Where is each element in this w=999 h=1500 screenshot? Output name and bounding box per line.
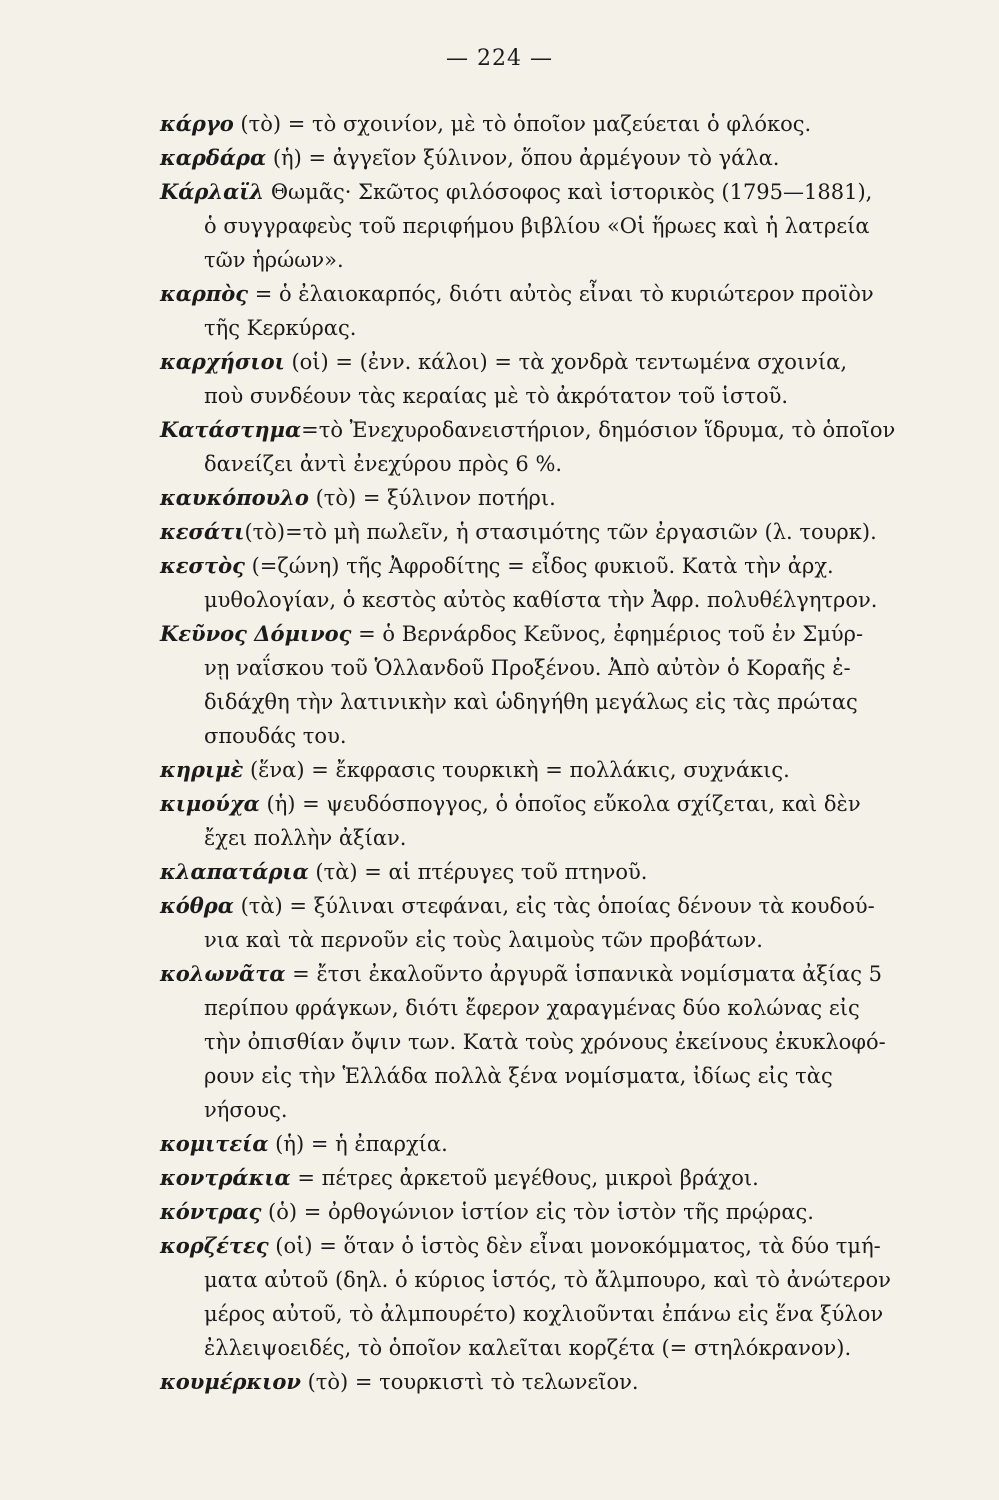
page-number: — 224 —: [446, 46, 553, 71]
definition-text: (τὰ) = αἱ πτέρυγες τοῦ πτηνοῦ.: [308, 860, 648, 884]
entry-line: [160, 894, 875, 918]
definition-text: (τὸ) = τουρκιστὶ τὸ τελωνεῖον.: [300, 1370, 639, 1394]
headword: Κεῦνος Δόμινος: [160, 621, 352, 646]
entry-line: διδάχθη τὴν λατινικὴν καὶ ὡδηγήθη μεγάλως εἰς τὰς πρώτας: [204, 690, 858, 714]
headword: καυκόπουλο: [160, 485, 309, 510]
headword: κουμέρκιον: [160, 1369, 301, 1394]
entry-line: νῃ ναΐσκου τοῦ Ὁλλανδοῦ Προξένου. Ἀπὸ αὐτὸν ὁ Κοραῆς ἐ-: [204, 656, 851, 680]
headword: καρχήσιοι: [160, 349, 285, 374]
entry-line: [160, 520, 877, 544]
headword: κλαπατάρια: [160, 859, 309, 884]
entry-line: [160, 1132, 448, 1156]
entry-line: τῶν ἡρώων».: [204, 248, 344, 272]
definition-text: (ὁ) = ὀρθογώνιον ἱστίον εἰς τὸν ἱστὸν τῆς πρῴρας.: [261, 1200, 814, 1224]
headword: κηριμὲ: [160, 757, 244, 782]
definition-text: (οἱ) = ὅταν ὁ ἱστὸς δὲν εἶναι μονοκόμματος, τὰ δύο τμή-: [268, 1234, 881, 1258]
entry-line: [160, 758, 790, 782]
headword: καρδάρα: [160, 145, 267, 170]
headword: κοντράκια: [160, 1165, 291, 1190]
definition-text: Θωμᾶς· Σκῶτος φιλόσοφος καὶ ἱστορικὸς (1795—1881),: [264, 180, 873, 204]
definition-text: (τὸ) = ξύλινον ποτήρι.: [308, 486, 556, 510]
definition-text: (=ζώνη) τῆς Ἀφροδίτης = εἶδος φυκιοῦ. Κατὰ τὴν ἀρχ.: [244, 554, 834, 578]
entry-line: [160, 792, 861, 816]
headword: κεστὸς: [160, 553, 245, 578]
definition-text: (ἡ) = ἀγγεῖον ξύλινον, ὅπου ἀρμέγουν τὸ γάλα.: [266, 146, 780, 170]
entry-line: νήσους.: [204, 1098, 288, 1122]
entry-line: τῆς Κερκύρας.: [204, 316, 357, 340]
definition-text: =τὸ Ἐνεχυροδανειστήριον, δημόσιον ἵδρυμα, τὸ ὁποῖον: [301, 418, 896, 442]
entry-line: δανείζει ἀντὶ ἐνεχύρου πρὸς 6 %.: [204, 452, 563, 476]
entry-line: [160, 486, 556, 510]
entry-line: μυθολογίαν, ὁ κεστὸς αὐτὸς καθίστα τὴν Ἀφρ. πολυθέλγητρον.: [204, 588, 878, 612]
definition-text: (τὸ)=τὸ μὴ πωλεῖν, ἡ στασιμότης τῶν ἐργασιῶν (λ. τουρκ).: [244, 520, 877, 544]
entry-line: [160, 146, 779, 170]
entry-line: [160, 418, 895, 442]
entry-line: ματα αὐτοῦ (δηλ. ὁ κύριος ἱστός, τὸ ἄλμπουρο, καὶ τὸ ἀνώτερον: [204, 1268, 891, 1292]
entry-line: [160, 282, 874, 306]
entry-line: ρουν εἰς τὴν Ἑλλάδα πολλὰ ξένα νομίσματα, ἰδίως εἰς τὰς: [204, 1064, 833, 1088]
entry-line: [160, 350, 847, 374]
entry-line: μέρος αὐτοῦ, τὸ ἀλμπουρέτο) κοχλιοῦνται ἐπάνω εἰς ἕνα ξύλον: [204, 1302, 884, 1326]
definition-text: (ἡ) = ἡ ἐπαρχία.: [268, 1132, 448, 1156]
headword: κόντρας: [160, 1199, 262, 1224]
entry-line: σπουδάς του.: [204, 724, 347, 748]
definition-text: (ἡ) = ψευδόσπογγος, ὁ ὁποῖος εὔκολα σχίζεται, καὶ δὲν: [259, 792, 861, 816]
headword: κιμούχα: [160, 791, 260, 816]
headword: κόθρα: [160, 893, 234, 918]
entry-line: [160, 1200, 814, 1224]
headword: κορζέτες: [160, 1233, 269, 1258]
entry-line: [160, 180, 872, 204]
definition-text: = ἔτσι ἐκαλοῦντο ἀργυρᾶ ἱσπανικὰ νομίσματα ἀξίας 5: [285, 962, 883, 986]
entry-line: [160, 1234, 881, 1258]
entry-line: νια καὶ τὰ περνοῦν εἰς τοὺς λαιμοὺς τῶν προβάτων.: [204, 928, 763, 952]
headword: κεσάτι: [160, 519, 245, 544]
definition-text: = πέτρες ἀρκετοῦ μεγέθους, μικροὶ βράχοι.: [290, 1166, 759, 1190]
entry-line: [160, 112, 811, 136]
definition-text: (τὸ) = τὸ σχοινίον, μὲ τὸ ὁποῖον μαζεύεται ὁ φλόκος.: [233, 112, 812, 136]
entry-line: ἐλλειψοειδές, τὸ ὁποῖον καλεῖται κορζέτα (= στηλόκρανον).: [204, 1336, 852, 1360]
entry-line: [160, 1166, 759, 1190]
entry-line: περίπου φράγκων, διότι ἔφερον χαραγμένας δύο κολώνας εἰς: [204, 996, 860, 1020]
definition-text: (ἕνα) = ἔκφρασις τουρκικὴ = πολλάκις, συχνάκις.: [243, 758, 790, 782]
entry-line: ἔχει πολλὴν ἀξίαν.: [204, 826, 407, 850]
headword: καρπὸς: [160, 281, 249, 306]
entry-line: [160, 622, 863, 646]
definition-text: = ὁ Βερνάρδος Κεῦνος, ἐφημέριος τοῦ ἐν Σμύρ-: [351, 622, 864, 646]
entry-line: [160, 962, 882, 986]
entry-line: [160, 554, 834, 578]
headword: κάργο: [160, 111, 234, 136]
headword: κομιτεία: [160, 1131, 269, 1156]
entry-line: [160, 860, 647, 884]
headword: Κάρλαϊλ: [160, 179, 265, 204]
entry-line: [160, 1370, 639, 1394]
entry-line: ὁ συγγραφεὺς τοῦ περιφήμου βιβλίου «Οἱ ἥρωες καὶ ἡ λατρεία: [204, 214, 870, 238]
definition-text: (οἱ) = (ἐνν. κάλοι) = τὰ χονδρὰ τεντωμένα σχοινία,: [284, 350, 848, 374]
entry-line: τὴν ὀπισθίαν ὄψιν των. Κατὰ τοὺς χρόνους ἐκείνους ἐκυκλοφό-: [204, 1030, 886, 1054]
entry-line: ποὺ συνδέουν τὰς κεραίας μὲ τὸ ἀκρότατον τοῦ ἱστοῦ.: [204, 384, 789, 408]
headword: κολωνᾶτα: [160, 961, 286, 986]
headword: Κατάστημα: [160, 417, 302, 442]
definition-text: (τὰ) = ξύλιναι στεφάναι, εἰς τὰς ὁποίας δένουν τὰ κουδού-: [233, 894, 875, 918]
definition-text: = ὁ ἐλαιοκαρπός, διότι αὐτὸς εἶναι τὸ κυριώτερον προϊὸν: [248, 282, 874, 306]
